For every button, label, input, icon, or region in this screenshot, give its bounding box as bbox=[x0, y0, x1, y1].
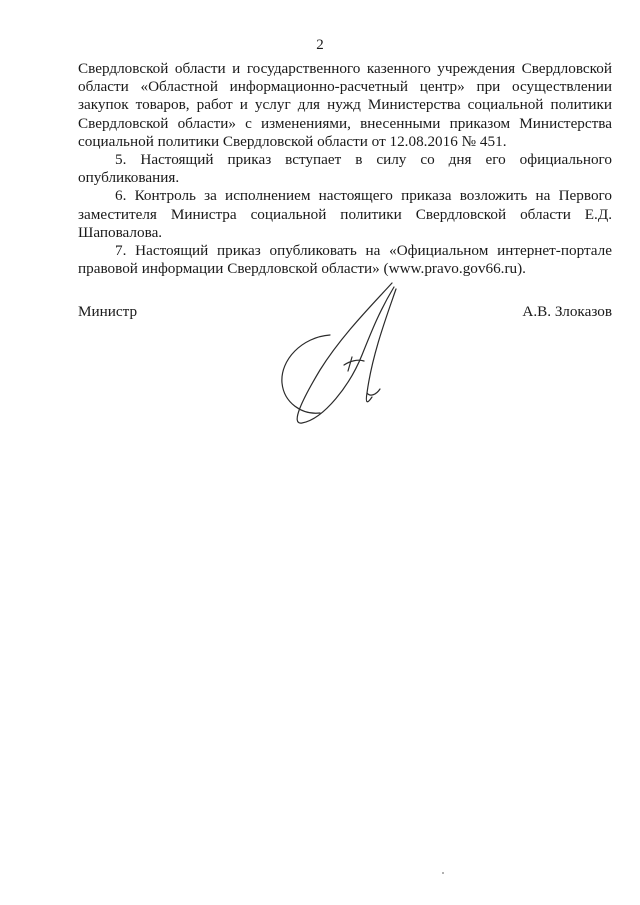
paragraph-item-7: 7. Настоящий приказ опубликовать на «Официальном интернет-портале правовой информации Свердловской области» (www.pravo.gov66.ru). bbox=[78, 242, 612, 278]
handwritten-signature-icon bbox=[272, 275, 422, 430]
signer-name: А.В. Злоказов bbox=[522, 303, 612, 320]
signer-position: Министр bbox=[78, 303, 138, 320]
page-number: 2 bbox=[316, 37, 324, 53]
paragraph-item-5: 5. Настоящий приказ вступает в силу со дня его официального опубликования. bbox=[78, 151, 612, 187]
scan-speck bbox=[442, 872, 444, 874]
document-body bbox=[78, 60, 612, 278]
paragraph-continuation: Свердловской области и государственного казенного учреждения Свердловской области «Областной информационно-расчетный центр» при осуществлении закупок товаров, работ и услуг для нужд Министерства социальной политики Свердловской области» с изменениями, внесенными приказом Министерства социальной политики Свердловской области от 12.08.2016 № 451. bbox=[78, 60, 612, 150]
paragraph-item-6: 6. Контроль за исполнением настоящего приказа возложить на Первого заместителя Министра социальной политики Свердловской области Е.Д. Шаповалова. bbox=[78, 187, 612, 241]
